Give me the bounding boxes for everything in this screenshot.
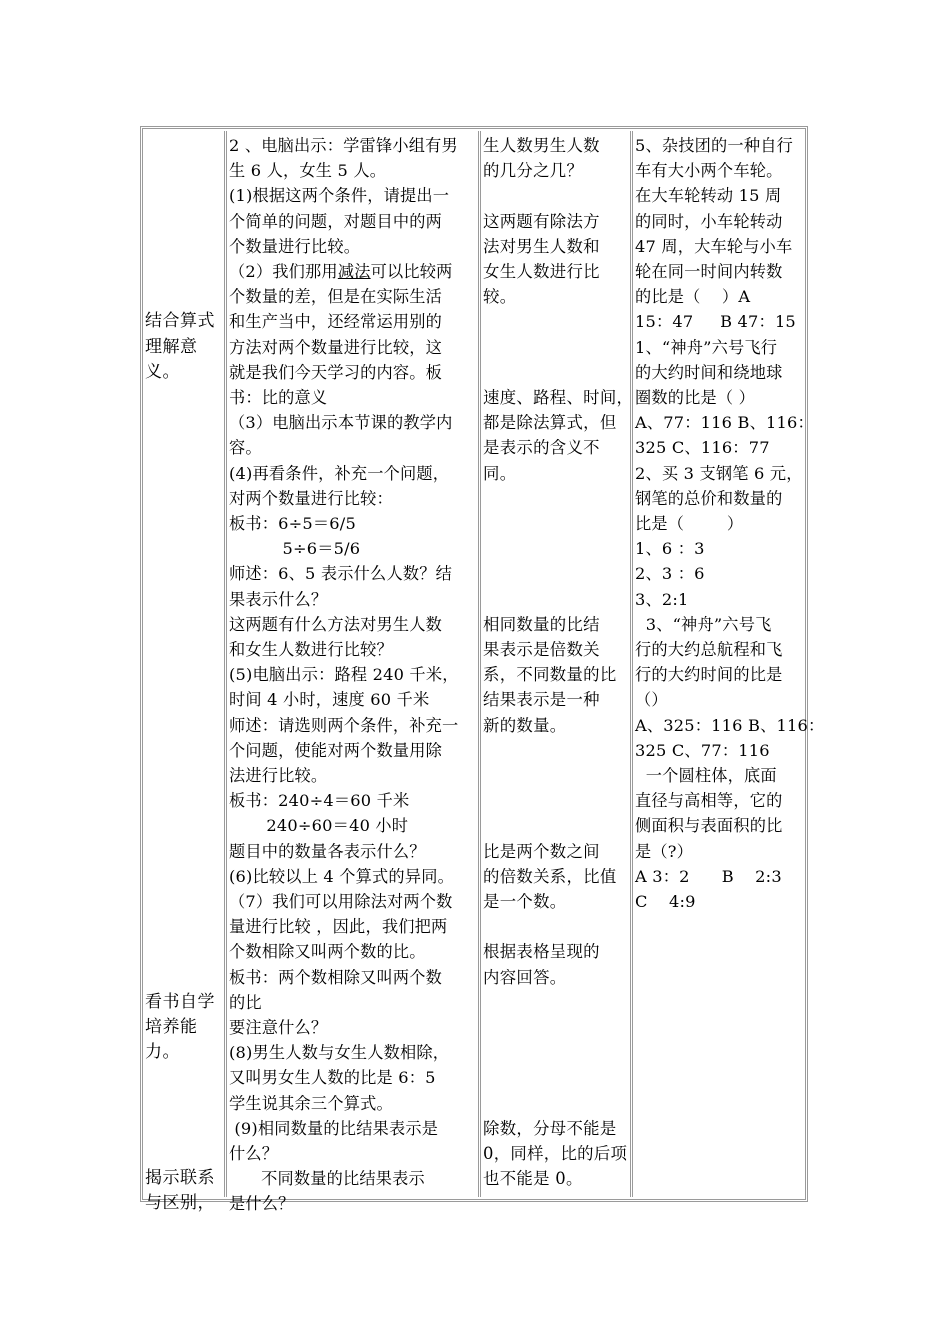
teacher-activity-line: 就是我们今天学习的内容。板 bbox=[229, 362, 443, 382]
exercise-line: 的大约时间和绕地球 bbox=[635, 362, 783, 382]
teacher-activity-line: 方法对两个数量进行比较，这 bbox=[229, 337, 443, 357]
teacher-activity-line: 板书：6÷5＝6/5 bbox=[229, 514, 356, 533]
student-activity-line: 是一个数。 bbox=[483, 892, 567, 911]
student-activity-line: 生人数男生人数 bbox=[483, 136, 600, 155]
underlined-term: 减法 bbox=[337, 262, 371, 281]
exercise-line: 是（?） bbox=[635, 841, 694, 861]
column-objective bbox=[143, 131, 227, 1214]
teacher-activity-line: 个简单的问题，对题目中的两 bbox=[229, 211, 443, 231]
exercise-line: 325 C、116：77 bbox=[635, 438, 770, 458]
teacher-activity-line: 学生说其余三个算式。 bbox=[229, 1093, 393, 1113]
student-activity-line: 相同数量的比结 bbox=[483, 614, 600, 634]
teacher-activity-line: （7）我们可以用除法对两个数 bbox=[229, 892, 453, 911]
exercise-line: A、77：116 B、116： bbox=[635, 413, 814, 433]
objective-line: 理解意 bbox=[145, 336, 198, 357]
objective-line: 义。 bbox=[145, 361, 180, 382]
teacher-activity-line: (5)电脑出示：路程 240 千米， bbox=[229, 665, 459, 685]
exercise-line: A、325：116 B、116： bbox=[635, 715, 825, 735]
exercise-line: A 3：2 B 2:3 bbox=[635, 866, 782, 886]
column-student-activity bbox=[481, 131, 633, 1197]
exercise-line: 3、“神舟”六号飞 bbox=[635, 614, 772, 634]
teacher-activity-line: (6)比较以上 4 个算式的异同。 bbox=[229, 866, 454, 886]
teacher-activity-line: (4)再看条件，补充一个问题， bbox=[229, 463, 450, 483]
student-activity-line: 比是两个数之间 bbox=[483, 841, 600, 861]
teacher-activity-line: 个问题，使能对两个数量用除 bbox=[229, 740, 443, 760]
teacher-activity-line: 和生产当中，还经常运用别的 bbox=[229, 312, 443, 332]
exercise-line: 47 周，大车轮与小车 bbox=[635, 236, 793, 256]
student-activity-line: 较。 bbox=[483, 287, 517, 307]
exercise-line: 2、买 3 支钢笔 6 元， bbox=[635, 463, 803, 483]
teacher-activity-line: 要注意什么？ bbox=[229, 1018, 328, 1037]
exercise-line: 圈数的比是（ ） bbox=[635, 388, 756, 407]
teacher-activity-line: 生 6 人，女生 5 人。 bbox=[229, 161, 387, 181]
exercise-line: 15：47 B 47：15 bbox=[635, 312, 796, 332]
teacher-activity-line: 容。 bbox=[229, 438, 262, 458]
exercise-line: 轮在同一时间内转数 bbox=[635, 262, 783, 281]
teacher-activity-line: 板书：240÷4＝60 千米 bbox=[229, 791, 410, 811]
student-activity-line: 同。 bbox=[483, 463, 517, 483]
student-activity-line: 系，不同数量的比 bbox=[483, 665, 617, 685]
objective-line: 培养能 bbox=[145, 1017, 198, 1037]
teacher-activity-line: 的比 bbox=[229, 992, 262, 1012]
teacher-activity-line: 法进行比较。 bbox=[229, 766, 328, 785]
exercise-line: 行的大约时间的比是 bbox=[635, 665, 783, 685]
exercise-line: 的比是（ ）A bbox=[635, 287, 751, 307]
teacher-activity-line: 240÷60＝40 小时 bbox=[229, 816, 409, 836]
student-activity-line: 0，同样，比的后项 bbox=[483, 1144, 628, 1163]
exercise-line: （） bbox=[635, 690, 668, 710]
exercise-line: 直径与高相等，它的 bbox=[635, 791, 783, 811]
teacher-activity-line: 师述：请选则两个条件，补充一 bbox=[229, 715, 459, 735]
teacher-activity-line: （3）电脑出示本节课的教学内 bbox=[229, 413, 453, 433]
column-exercises bbox=[633, 131, 825, 1197]
exercise-line: 325 C、77：116 bbox=[635, 740, 770, 760]
student-activity-line: 的倍数关系，比值 bbox=[483, 866, 617, 886]
teacher-activity-line: (1)根据这两个条件，请提出一 bbox=[229, 186, 450, 206]
teacher-activity-line: 是什么？ bbox=[229, 1194, 295, 1214]
teacher-activity-line: 这两题有什么方法对男生人数 bbox=[229, 614, 443, 634]
teacher-activity-line: 果表示什么？ bbox=[229, 589, 328, 609]
student-activity-line: 都是除法算式，但 bbox=[483, 413, 617, 433]
lesson-table bbox=[140, 126, 825, 1214]
teacher-activity-line: 又叫男女生人数的比是 6：5 bbox=[229, 1068, 436, 1088]
exercise-line: 2、3 ：6 bbox=[635, 564, 705, 584]
exercise-line: 在大车轮转动 15 周 bbox=[635, 186, 782, 206]
teacher-activity-line: 书：比的意义 bbox=[229, 388, 328, 407]
student-activity-line: 是表示的含义不 bbox=[483, 438, 600, 458]
exercise-line: 3、2:1 bbox=[635, 589, 689, 609]
objective-line: 结合算式 bbox=[145, 311, 215, 332]
teacher-activity-line: 个数量的差，但是在实际生活 bbox=[229, 287, 443, 307]
teacher-activity-line: 时间 4 小时，速度 60 千米 bbox=[229, 690, 430, 710]
student-activity-line: 根据表格呈现的 bbox=[483, 942, 600, 962]
column-teacher-activity bbox=[227, 131, 481, 1214]
exercise-line: C 4:9 bbox=[635, 892, 696, 911]
student-activity-line: 内容回答。 bbox=[483, 967, 567, 987]
teacher-activity-line: 什么？ bbox=[229, 1144, 279, 1163]
exercise-line: 1、6 ：3 bbox=[635, 539, 705, 559]
student-activity-line: 除数，分母不能是 bbox=[483, 1118, 617, 1138]
exercise-line: 钢笔的总价和数量的 bbox=[635, 488, 783, 508]
student-activity-line: 这两题有除法方 bbox=[483, 211, 600, 231]
exercise-line: 5、杂技团的一种自行 bbox=[635, 136, 793, 155]
teacher-activity-line: 和女生人数进行比较？ bbox=[229, 640, 393, 659]
teacher-activity-line: 对两个数量进行比较： bbox=[229, 488, 393, 508]
teacher-activity-line: 5÷6＝5/6 bbox=[229, 539, 361, 559]
exercise-line: 车有大小两个车轮。 bbox=[635, 161, 783, 181]
teacher-activity-line: 题目中的数量各表示什么？ bbox=[229, 841, 426, 861]
exercise-line: 1、“神舟”六号飞行 bbox=[635, 337, 778, 357]
student-activity-line: 结果表示是一种 bbox=[483, 690, 600, 710]
teacher-activity-line: （2）我们那用减法可以比较两 bbox=[229, 262, 453, 281]
objective-line: 看书自学 bbox=[145, 991, 215, 1012]
exercise-line: 一个圆柱体，底面 bbox=[635, 766, 777, 785]
objective-line: 与区别， bbox=[145, 1193, 215, 1214]
teacher-activity-line: 量进行比较 ，因此，我们把两 bbox=[229, 917, 448, 937]
objective-line: 力。 bbox=[145, 1042, 180, 1063]
exercise-line: 侧面积与表面积的比 bbox=[635, 816, 783, 836]
student-activity-line: 也不能是 0。 bbox=[483, 1169, 583, 1189]
student-activity-line: 女生人数进行比 bbox=[483, 262, 600, 281]
teacher-activity-line: 个数相除又叫两个数的比。 bbox=[229, 942, 426, 962]
teacher-activity-line: 师述：6、5 表示什么人数？结 bbox=[229, 564, 452, 584]
teacher-activity-line: (8)男生人数与女生人数相除， bbox=[229, 1043, 450, 1063]
teacher-activity-line: (9)相同数量的比结果表示是 bbox=[229, 1118, 439, 1138]
exercise-line: 的同时，小车轮转动 bbox=[635, 211, 783, 231]
teacher-activity-line: 2 、电脑出示：学雷锋小组有男 bbox=[229, 136, 458, 155]
student-activity-line: 果表示是倍数关 bbox=[483, 640, 600, 659]
student-activity-line: 速度、路程、时间， bbox=[483, 388, 634, 407]
exercise-line: 比是（ ） bbox=[635, 514, 744, 533]
student-activity-line: 新的数量。 bbox=[483, 715, 567, 735]
student-activity-line: 的几分之几？ bbox=[483, 161, 584, 181]
objective-line: 揭示联系 bbox=[145, 1168, 215, 1189]
teacher-activity-line: 板书：两个数相除又叫两个数 bbox=[229, 967, 443, 987]
student-activity-line: 法对男生人数和 bbox=[483, 236, 600, 256]
teacher-activity-line: 个数量进行比较。 bbox=[229, 236, 361, 256]
teacher-activity-line: 不同数量的比结果表示 bbox=[229, 1169, 425, 1189]
exercise-line: 行的大约总航程和飞 bbox=[635, 640, 783, 659]
